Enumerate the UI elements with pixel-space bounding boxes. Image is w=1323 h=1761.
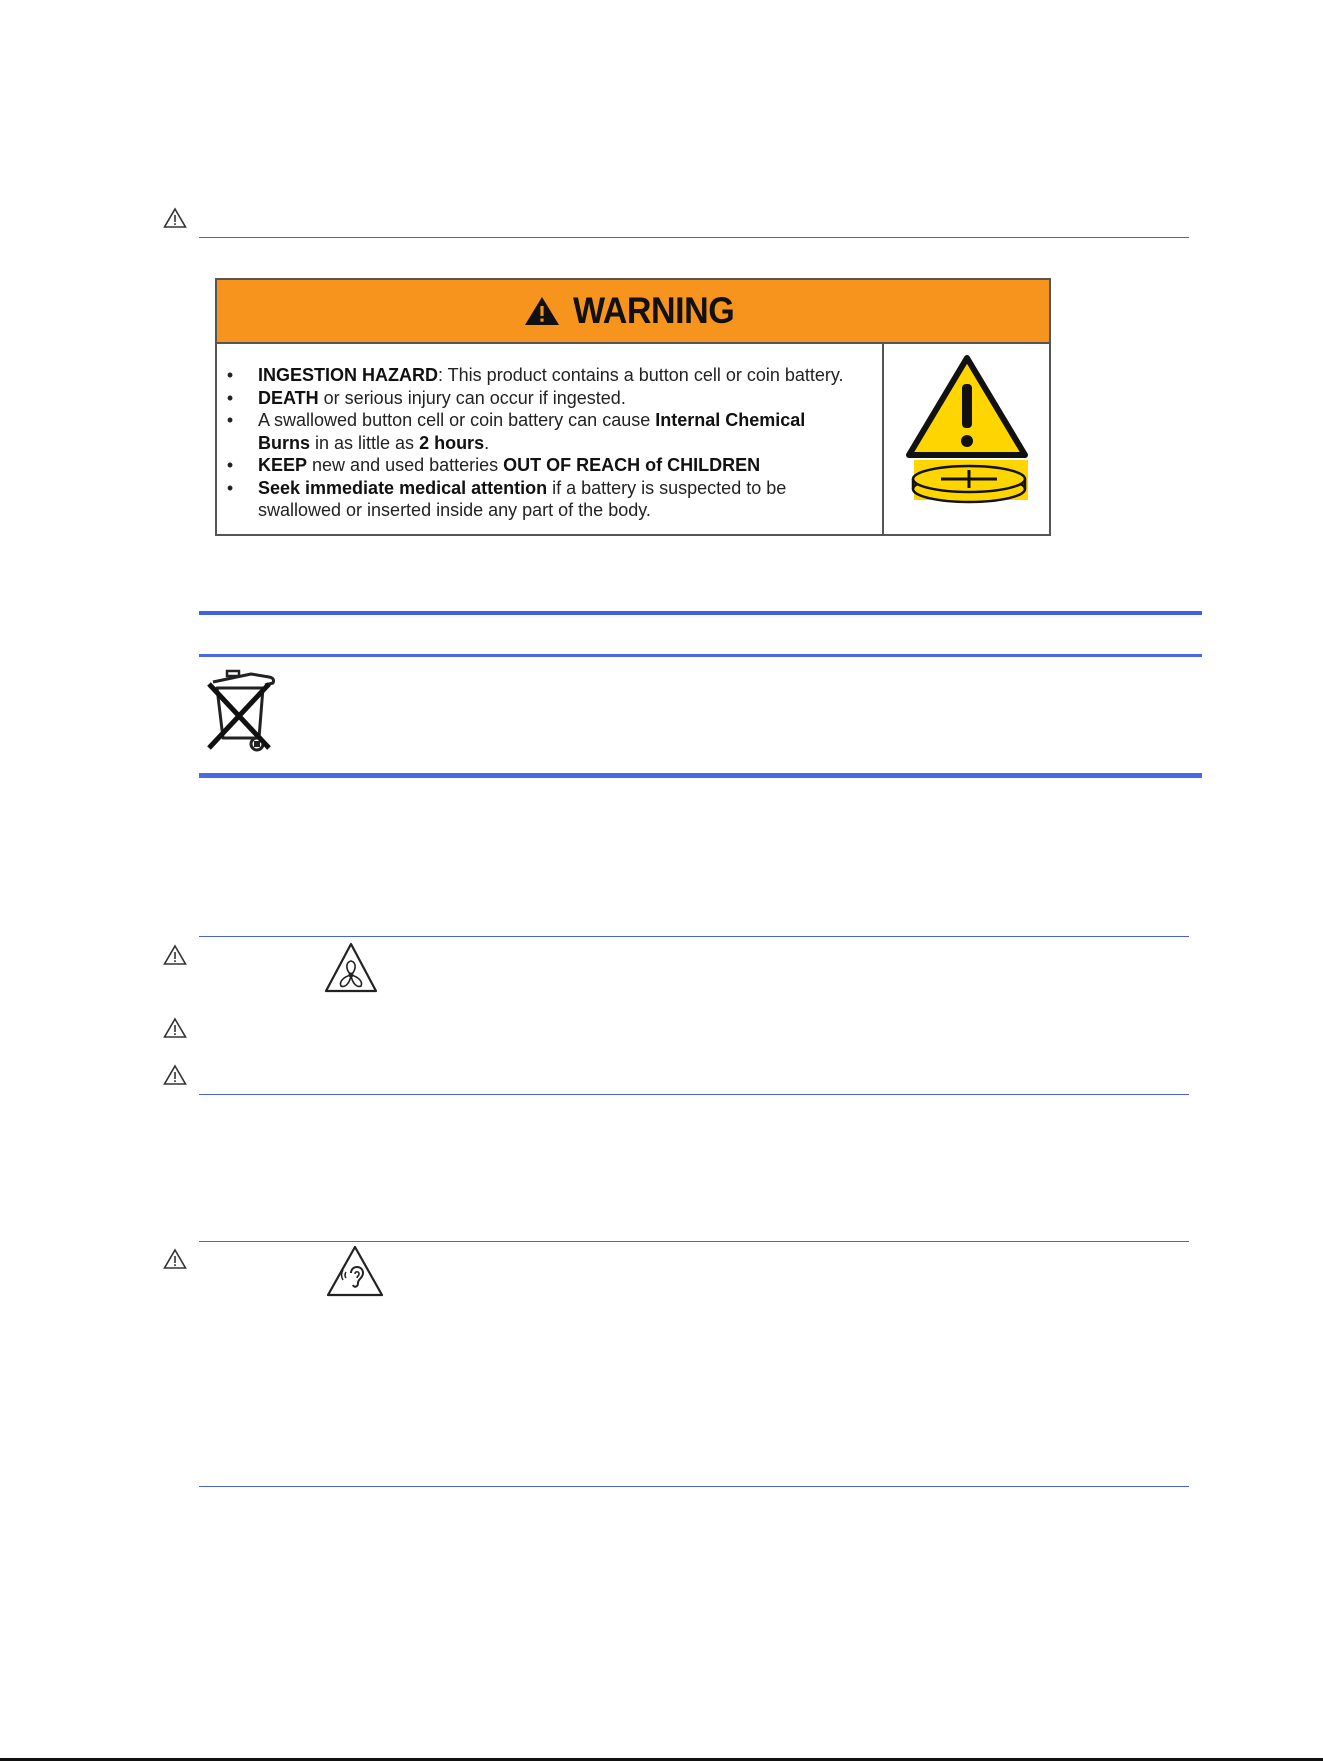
section-rule (199, 237, 1189, 238)
warning-label-pictogram (882, 344, 1051, 534)
hearing-damage-icon (326, 1245, 384, 1298)
list-item: • INGESTION HAZARD: This product contains a button cell or coin battery. (226, 365, 844, 385)
warning-icon (163, 944, 187, 966)
warning-label-header (217, 280, 1049, 344)
list-item: • KEEP new and used batteries OUT OF REACH of CHILDREN (226, 455, 761, 475)
section-rule (199, 1241, 1189, 1242)
list-item: • Seek immediate medical attention if a battery is suspected to be swallowed or inserted inside any part of the body. (226, 477, 787, 520)
section-rule (199, 773, 1202, 778)
battery-ingestion-hazard-icon (884, 344, 1051, 534)
warning-list (225, 364, 844, 522)
list-item: • A swallowed button cell or coin battery can cause Internal Chemical Burns in as little as 2 hours. (226, 410, 806, 453)
warning-icon (163, 1064, 187, 1086)
battery-warning-label (215, 278, 1051, 536)
warning-header-icon (524, 296, 560, 326)
warning-icon (163, 1017, 187, 1039)
section-rule (199, 611, 1202, 615)
section-rule (199, 936, 1189, 937)
list-item: • DEATH or serious injury can occur if ingested. (226, 387, 626, 408)
warning-label-body (217, 344, 881, 534)
warning-icon (163, 1248, 187, 1270)
moving-fan-blades-icon (324, 942, 378, 994)
section-rule (199, 1094, 1189, 1095)
crossed-out-wheelie-bin-icon (205, 668, 279, 754)
warning-icon (163, 207, 187, 229)
section-rule (199, 1486, 1189, 1487)
warning-label-title: WARNING (573, 290, 735, 331)
section-rule (199, 654, 1202, 657)
